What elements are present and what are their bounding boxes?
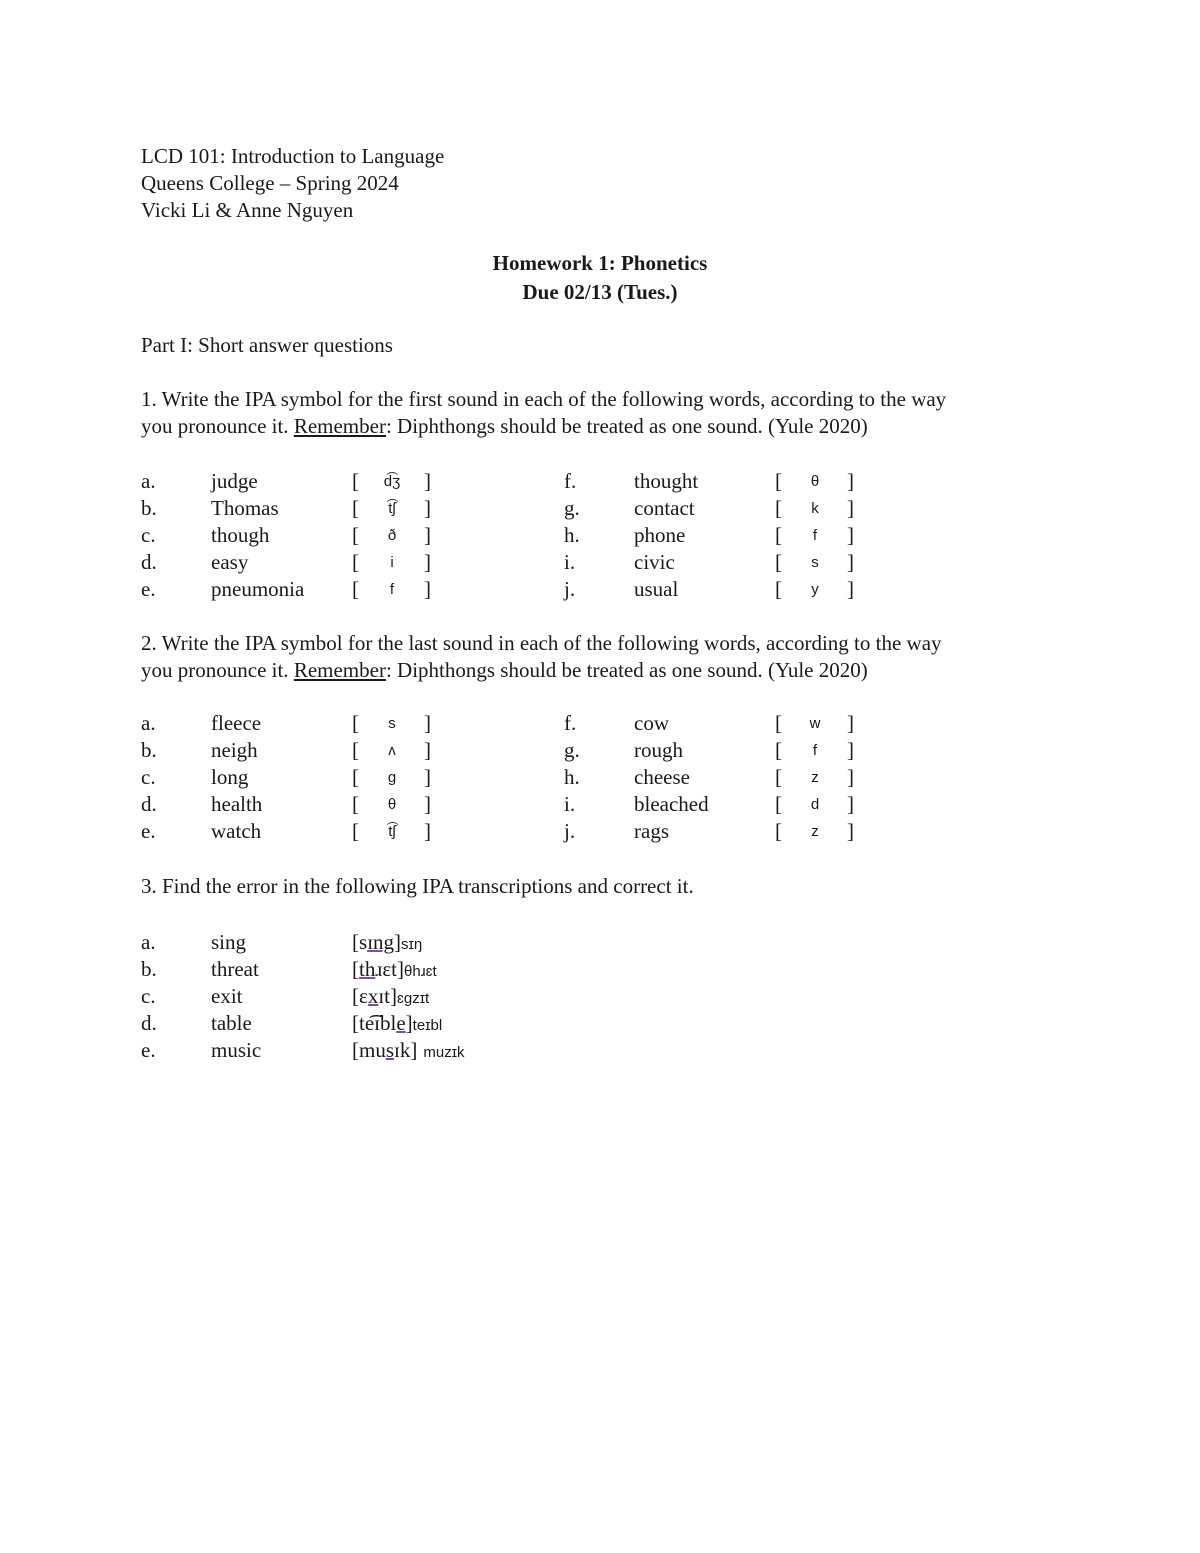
item-word: though [211, 523, 270, 547]
answer-row [0, 764, 1200, 791]
item-letter: g. [564, 496, 580, 520]
item-word: music [211, 1038, 262, 1062]
item-word: sing [211, 930, 247, 954]
item-word: usual [634, 577, 679, 601]
item-word: Thomas [211, 496, 279, 520]
item-word: table [211, 1011, 252, 1035]
item-letter: c. [141, 984, 156, 1008]
item-word: cheese [634, 765, 690, 789]
item-letter: g. [564, 738, 580, 762]
transcription [352, 1010, 442, 1039]
item-word: health [211, 792, 263, 816]
open-bracket: [ [775, 792, 782, 816]
transcription-row [0, 1010, 1200, 1037]
transcription-post: ɪt [378, 984, 390, 1008]
transcription-pre: mu [359, 1038, 386, 1062]
answer-row [0, 495, 1200, 522]
close-bracket: ] [847, 577, 854, 601]
item-letter: i. [564, 792, 576, 816]
correction: muzɪk [423, 1044, 465, 1061]
item-word: thought [634, 469, 699, 493]
close-bracket: ] [424, 819, 431, 843]
close-bracket: ] [424, 765, 431, 789]
item-letter: h. [564, 765, 580, 789]
q2-prompt-note: : Diphthongs should be treated as one sound. (Yule 2020) [385, 658, 868, 682]
q3-prompt: 3. Find the error in the following IPA transcriptions and correct it. [141, 874, 694, 898]
due-date: Due 02/13 (Tues.) [522, 280, 678, 304]
item-letter: a. [141, 469, 156, 493]
part-heading: Part I: Short answer questions [141, 333, 393, 357]
answer-symbol: k [811, 500, 819, 517]
open-bracket: [ [775, 469, 782, 493]
open-bracket: [ [352, 469, 359, 493]
answer-symbol: s [811, 554, 819, 571]
q2-prompt-line1: 2. Write the IPA symbol for the last sound in each of the following words, according to the way [141, 631, 942, 655]
q1-prompt-line2 [141, 413, 868, 440]
close-bracket: ] [424, 792, 431, 816]
q1-prompt-line1: 1. Write the IPA symbol for the first sound in each of the following words, according to the way [141, 387, 947, 411]
answer-symbol: d͡ʒ [383, 473, 401, 490]
open-bracket: [ [352, 957, 359, 981]
item-letter: d. [141, 792, 157, 816]
transcription-error: th [359, 957, 376, 981]
course-line: LCD 101: Introduction to Language [141, 144, 445, 168]
open-bracket: [ [352, 1011, 359, 1035]
close-bracket: ] [847, 711, 854, 735]
answer-symbol: d [810, 796, 820, 813]
open-bracket: [ [352, 550, 359, 574]
q2-remember-label: Remember [293, 658, 386, 682]
open-bracket: [ [775, 550, 782, 574]
answer-row [0, 737, 1200, 764]
transcription-pre: ɛ [359, 984, 368, 1008]
transcription [352, 983, 429, 1012]
open-bracket: [ [775, 738, 782, 762]
open-bracket: [ [352, 984, 359, 1008]
item-letter: f. [564, 469, 577, 493]
answer-row [0, 818, 1200, 845]
item-word: bleached [634, 792, 709, 816]
close-bracket: ] [847, 738, 854, 762]
transcription-pre: te͡ɪbl [359, 1011, 397, 1035]
open-bracket: [ [775, 577, 782, 601]
item-letter: b. [141, 957, 157, 981]
correction: sɪŋ [401, 936, 423, 953]
close-bracket: ] [424, 711, 431, 735]
transcription-error: x [367, 984, 379, 1008]
item-letter: e. [141, 577, 156, 601]
item-word: easy [211, 550, 249, 574]
q2-prompt-line2 [141, 657, 868, 684]
q1-prompt-text: you pronounce it. [141, 414, 294, 438]
transcription-post: ɪk [394, 1038, 411, 1062]
transcription-post: ɹɛt [375, 957, 397, 981]
item-letter: a. [141, 711, 156, 735]
answer-symbol: ʌ [388, 742, 396, 759]
open-bracket: [ [352, 765, 359, 789]
close-bracket: ] [847, 550, 854, 574]
q1-remember-label: Remember [293, 414, 386, 438]
item-letter: c. [141, 765, 156, 789]
q2-prompt-text: you pronounce it. [141, 658, 294, 682]
answer-row [0, 468, 1200, 495]
close-bracket: ] [424, 738, 431, 762]
open-bracket: [ [352, 711, 359, 735]
item-letter: h. [564, 523, 580, 547]
open-bracket: [ [775, 819, 782, 843]
item-letter: e. [141, 1038, 156, 1062]
item-word: threat [211, 957, 259, 981]
item-letter: j. [564, 577, 576, 601]
item-word: cow [634, 711, 669, 735]
close-bracket: ] [405, 1011, 413, 1035]
answer-symbol: z [811, 769, 819, 786]
answer-symbol: f [389, 581, 395, 598]
transcription-row [0, 929, 1200, 956]
item-word: judge [211, 469, 258, 493]
item-word: rough [634, 738, 683, 762]
open-bracket: [ [352, 577, 359, 601]
transcription-row [0, 1037, 1200, 1064]
transcription-row [0, 983, 1200, 1010]
item-letter: b. [141, 738, 157, 762]
answer-symbol: w [809, 715, 821, 732]
answer-symbol: i [390, 554, 394, 571]
transcription [352, 1037, 465, 1066]
instructors-line: Vicki Li & Anne Nguyen [141, 198, 354, 222]
answer-symbol: t͡ʃ [388, 823, 396, 840]
close-bracket: ] [397, 957, 404, 981]
close-bracket: ] [847, 792, 854, 816]
close-bracket: ] [394, 930, 402, 954]
transcription [352, 956, 437, 985]
close-bracket: ] [847, 496, 854, 520]
answer-row [0, 576, 1200, 603]
open-bracket: [ [775, 496, 782, 520]
item-word: civic [634, 550, 675, 574]
transcription-error: s [385, 1038, 395, 1062]
homework-title: Homework 1: Phonetics [492, 251, 708, 275]
answer-row [0, 522, 1200, 549]
item-word: exit [211, 984, 243, 1008]
answer-symbol: t͡ʃ [388, 500, 396, 517]
item-letter: b. [141, 496, 157, 520]
open-bracket: [ [775, 523, 782, 547]
close-bracket: ] [424, 550, 431, 574]
item-word: neigh [211, 738, 258, 762]
item-letter: c. [141, 523, 156, 547]
close-bracket: ] [847, 765, 854, 789]
open-bracket: [ [352, 792, 359, 816]
answer-symbol: θ [387, 796, 397, 813]
close-bracket: ] [390, 984, 397, 1008]
transcription-pre: s [359, 930, 368, 954]
close-bracket: ] [847, 469, 854, 493]
answer-symbol: y [811, 581, 819, 598]
transcription-error: e [396, 1011, 406, 1035]
item-word: watch [211, 819, 262, 843]
answer-symbol: ð [387, 527, 397, 544]
answer-symbol: z [811, 823, 819, 840]
open-bracket: [ [352, 523, 359, 547]
answer-symbol: f [812, 527, 818, 544]
answer-row [0, 791, 1200, 818]
item-word: long [211, 765, 249, 789]
answer-row [0, 549, 1200, 576]
open-bracket: [ [775, 711, 782, 735]
answer-row [0, 710, 1200, 737]
open-bracket: [ [352, 930, 359, 954]
correction: θhɹɛt [404, 963, 437, 980]
item-letter: i. [564, 550, 576, 574]
open-bracket: [ [352, 738, 359, 762]
close-bracket: ] [847, 523, 854, 547]
transcription-row [0, 956, 1200, 983]
item-letter: f. [564, 711, 577, 735]
college-line: Queens College – Spring 2024 [141, 171, 399, 195]
item-letter: d. [141, 1011, 157, 1035]
open-bracket: [ [352, 819, 359, 843]
item-letter: d. [141, 550, 157, 574]
answer-symbol: θ [810, 473, 820, 490]
close-bracket: ] [424, 523, 431, 547]
close-bracket: ] [424, 469, 431, 493]
item-word: pneumonia [211, 577, 305, 601]
transcription-error: ɪng [367, 930, 395, 954]
open-bracket: [ [352, 496, 359, 520]
close-bracket: ] [424, 496, 431, 520]
item-word: contact [634, 496, 695, 520]
answer-symbol: f [812, 742, 818, 759]
close-bracket: ] [424, 577, 431, 601]
item-letter: a. [141, 930, 156, 954]
close-bracket: ] [410, 1038, 418, 1062]
q1-prompt-note: : Diphthongs should be treated as one sound. (Yule 2020) [385, 414, 868, 438]
correction: teɪbl [412, 1017, 443, 1034]
correction: ɛgzɪt [397, 990, 430, 1007]
item-word: fleece [211, 711, 262, 735]
item-word: phone [634, 523, 686, 547]
close-bracket: ] [847, 819, 854, 843]
answer-symbol: s [388, 715, 396, 732]
answer-symbol: g [387, 769, 397, 786]
open-bracket: [ [352, 1038, 359, 1062]
item-word: rags [634, 819, 669, 843]
item-letter: j. [564, 819, 576, 843]
open-bracket: [ [775, 765, 782, 789]
item-letter: e. [141, 819, 156, 843]
transcription [352, 929, 422, 958]
